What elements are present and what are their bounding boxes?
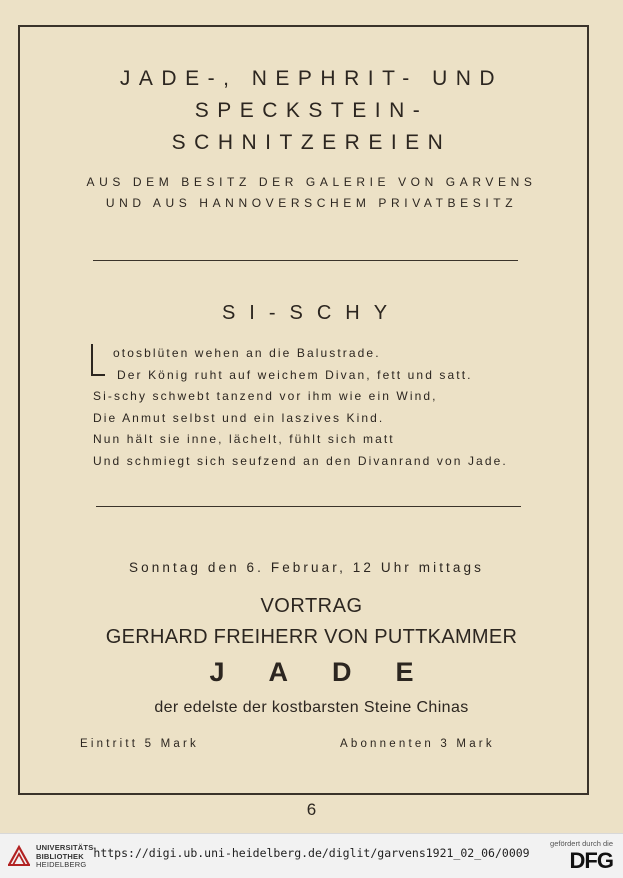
poem-line-2: Der König ruht auf weichem Divan, fett und satt. bbox=[117, 367, 473, 382]
document-url-link[interactable]: https://digi.ub.uni-heidelberg.de/diglit/garvens1921_02_06/0009 bbox=[93, 846, 530, 860]
poem-line-3: Si-schy schwebt tanzend vor ihm wie ein Wind, bbox=[93, 389, 438, 403]
price-entry: Eintritt 5 Mark bbox=[80, 738, 199, 750]
poem-line-1: otosblüten wehen an die Balustrade. bbox=[113, 346, 381, 360]
event-date: Sonntag den 6. Februar, 12 Uhr mittags bbox=[129, 560, 484, 575]
page-number: 6 bbox=[306, 800, 317, 819]
poem-body bbox=[93, 343, 583, 472]
funder-note: gefördert durch die bbox=[550, 839, 613, 848]
heading-line-2: SPECKSTEIN- bbox=[194, 99, 429, 122]
heading-line-1: JADE-, NEPHRIT- UND bbox=[119, 67, 504, 90]
library-line-1: UNIVERSITÄTS- bbox=[36, 843, 97, 852]
event-type: VORTRAG bbox=[260, 595, 363, 617]
dfg-logo[interactable]: DFG bbox=[569, 848, 613, 873]
poem-line-6: Und schmiegt sich seufzend an den Divanrand von Jade. bbox=[93, 453, 508, 468]
poem-line-5: Nun hält sie inne, lächelt, fühlt sich matt bbox=[93, 432, 395, 446]
event-topic: JADE bbox=[209, 657, 458, 687]
event-subtitle: der edelste der kostbarsten Steine Chinas bbox=[154, 699, 469, 716]
divider-top bbox=[93, 260, 518, 261]
poem-line-4: Die Anmut selbst und ein laszives Kind. bbox=[93, 410, 385, 425]
event-speaker: GERHARD FREIHERR VON PUTTKAMMER bbox=[105, 626, 518, 648]
library-line-3: HEIDELBERG bbox=[36, 860, 87, 869]
subheading-line-2: UND AUS HANNOVERSCHEM PRIVATBESITZ bbox=[105, 196, 518, 210]
price-subscribers: Abonnenten 3 Mark bbox=[340, 738, 495, 750]
divider-bottom bbox=[96, 506, 521, 507]
library-line-2: BIBLIOTHEK bbox=[36, 851, 84, 861]
viewer-footer bbox=[0, 833, 623, 878]
poem-title: SI-SCHY bbox=[221, 302, 402, 324]
subheading-line-1: AUS DEM BESITZ DER GALERIE VON GARVENS bbox=[86, 175, 537, 189]
heading-line-3: SCHNITZEREIEN bbox=[171, 131, 452, 154]
